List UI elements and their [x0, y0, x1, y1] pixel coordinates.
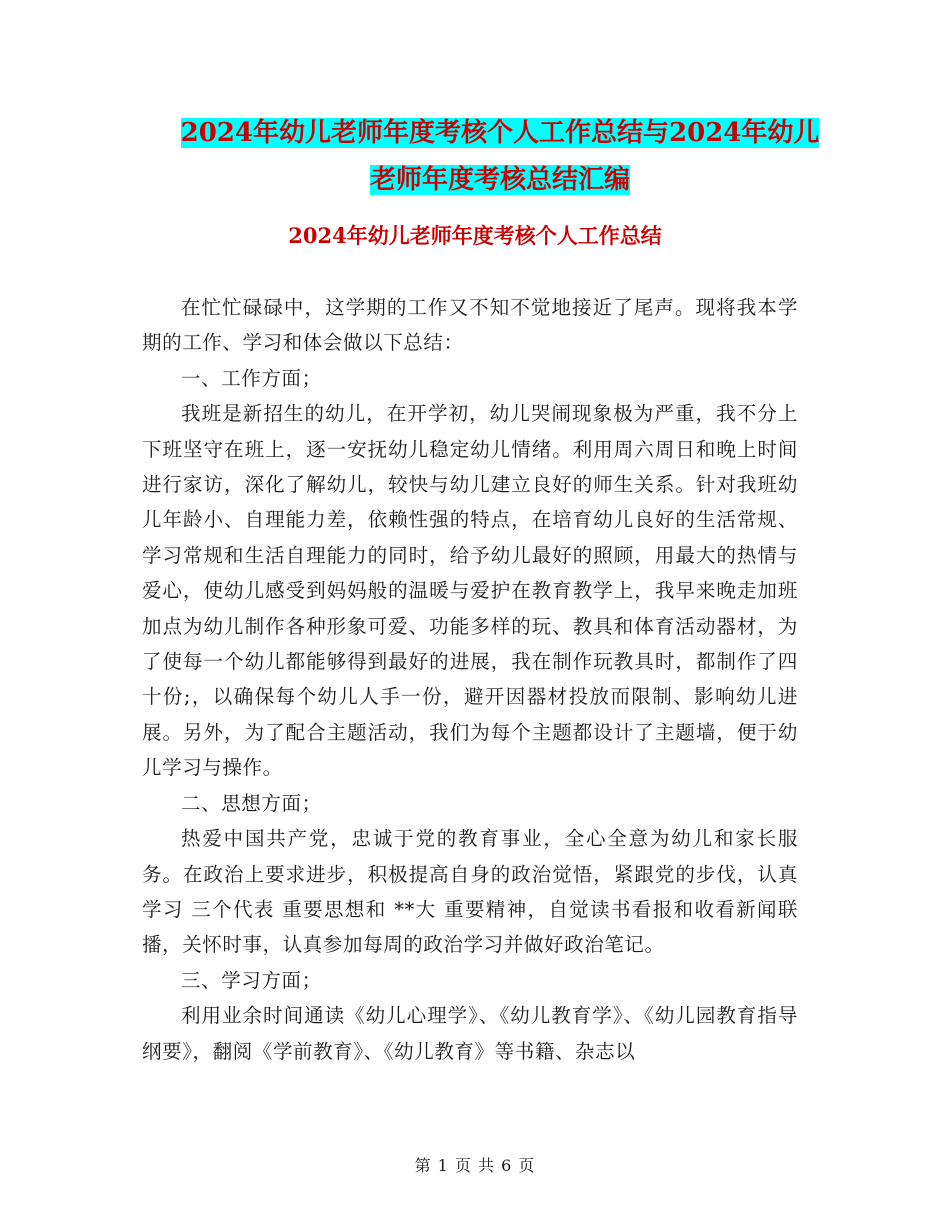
title-line-2: 老师年度考核总结汇编 — [369, 165, 630, 195]
document-title — [130, 110, 870, 204]
heading-study: 三、学习方面； — [181, 968, 322, 992]
heading-thought: 二、思想方面； — [181, 791, 322, 815]
page-footer: 第 1 页 共 6 页 — [414, 1156, 536, 1175]
paragraph-study: 利用业余时间通读《幼儿心理学》、《幼儿教育学》、《幼儿园教育指导纲要》，翻阅《学前教育》、《幼儿教育》等书籍、杂志以 — [142, 1004, 798, 1063]
document-body — [142, 290, 798, 1069]
heading-work: 一、工作方面； — [181, 366, 322, 390]
paragraph-thought: 热爱中国共产党，忠诚于党的教育事业，全心全意为幼儿和家长服务。在政治上要求进步，积极提高自身的政治觉悟，紧跟党的步伐，认真学习 三个代表 重要思想和 **大 重要精神，自觉读书看报和收看新闻联播，关怀时事，认真参加每周的政治学习并做好政治笔记。 — [142, 827, 798, 957]
title-line-1: 2024年幼儿老师年度考核个人工作总结与2024年幼儿 — [180, 118, 820, 148]
paragraph-intro: 在忙忙碌碌中，这学期的工作又不知不觉地接近了尾声。现将我本学期的工作、学习和体会做以下总结： — [142, 296, 798, 355]
paragraph-work: 我班是新招生的幼儿，在开学初，幼儿哭闹现象极为严重，我不分上下班坚守在班上，逐一安抚幼儿稳定幼儿情绪。利用周六周日和晚上时间进行家访，深化了解幼儿，较快与幼儿建立良好的师生关系。针对我班幼儿年龄小、自理能力差，依赖性强的特点，在培育幼儿良好的生活常规、学习常规和生活自理能力的同时，给予幼儿最好的照顾，用最大的热情与爱心，使幼儿感受到妈妈般的温暖与爱护在教育教学上，我早来晚走加班加点为幼儿制作各种形象可爱、功能多样的玩、教具和体育活动器材，为了使每一个幼儿都能够得到最好的进展，我在制作玩教具时，都制作了四十份;，以确保每个幼儿人手一份，避开因器材投放而限制、影响幼儿进展。另外，为了配合主题活动，我们为每个主题都设计了主题墙，便于幼儿学习与操作。 — [142, 402, 798, 780]
section-title: 2024年幼儿老师年度考核个人工作总结 — [288, 223, 662, 248]
